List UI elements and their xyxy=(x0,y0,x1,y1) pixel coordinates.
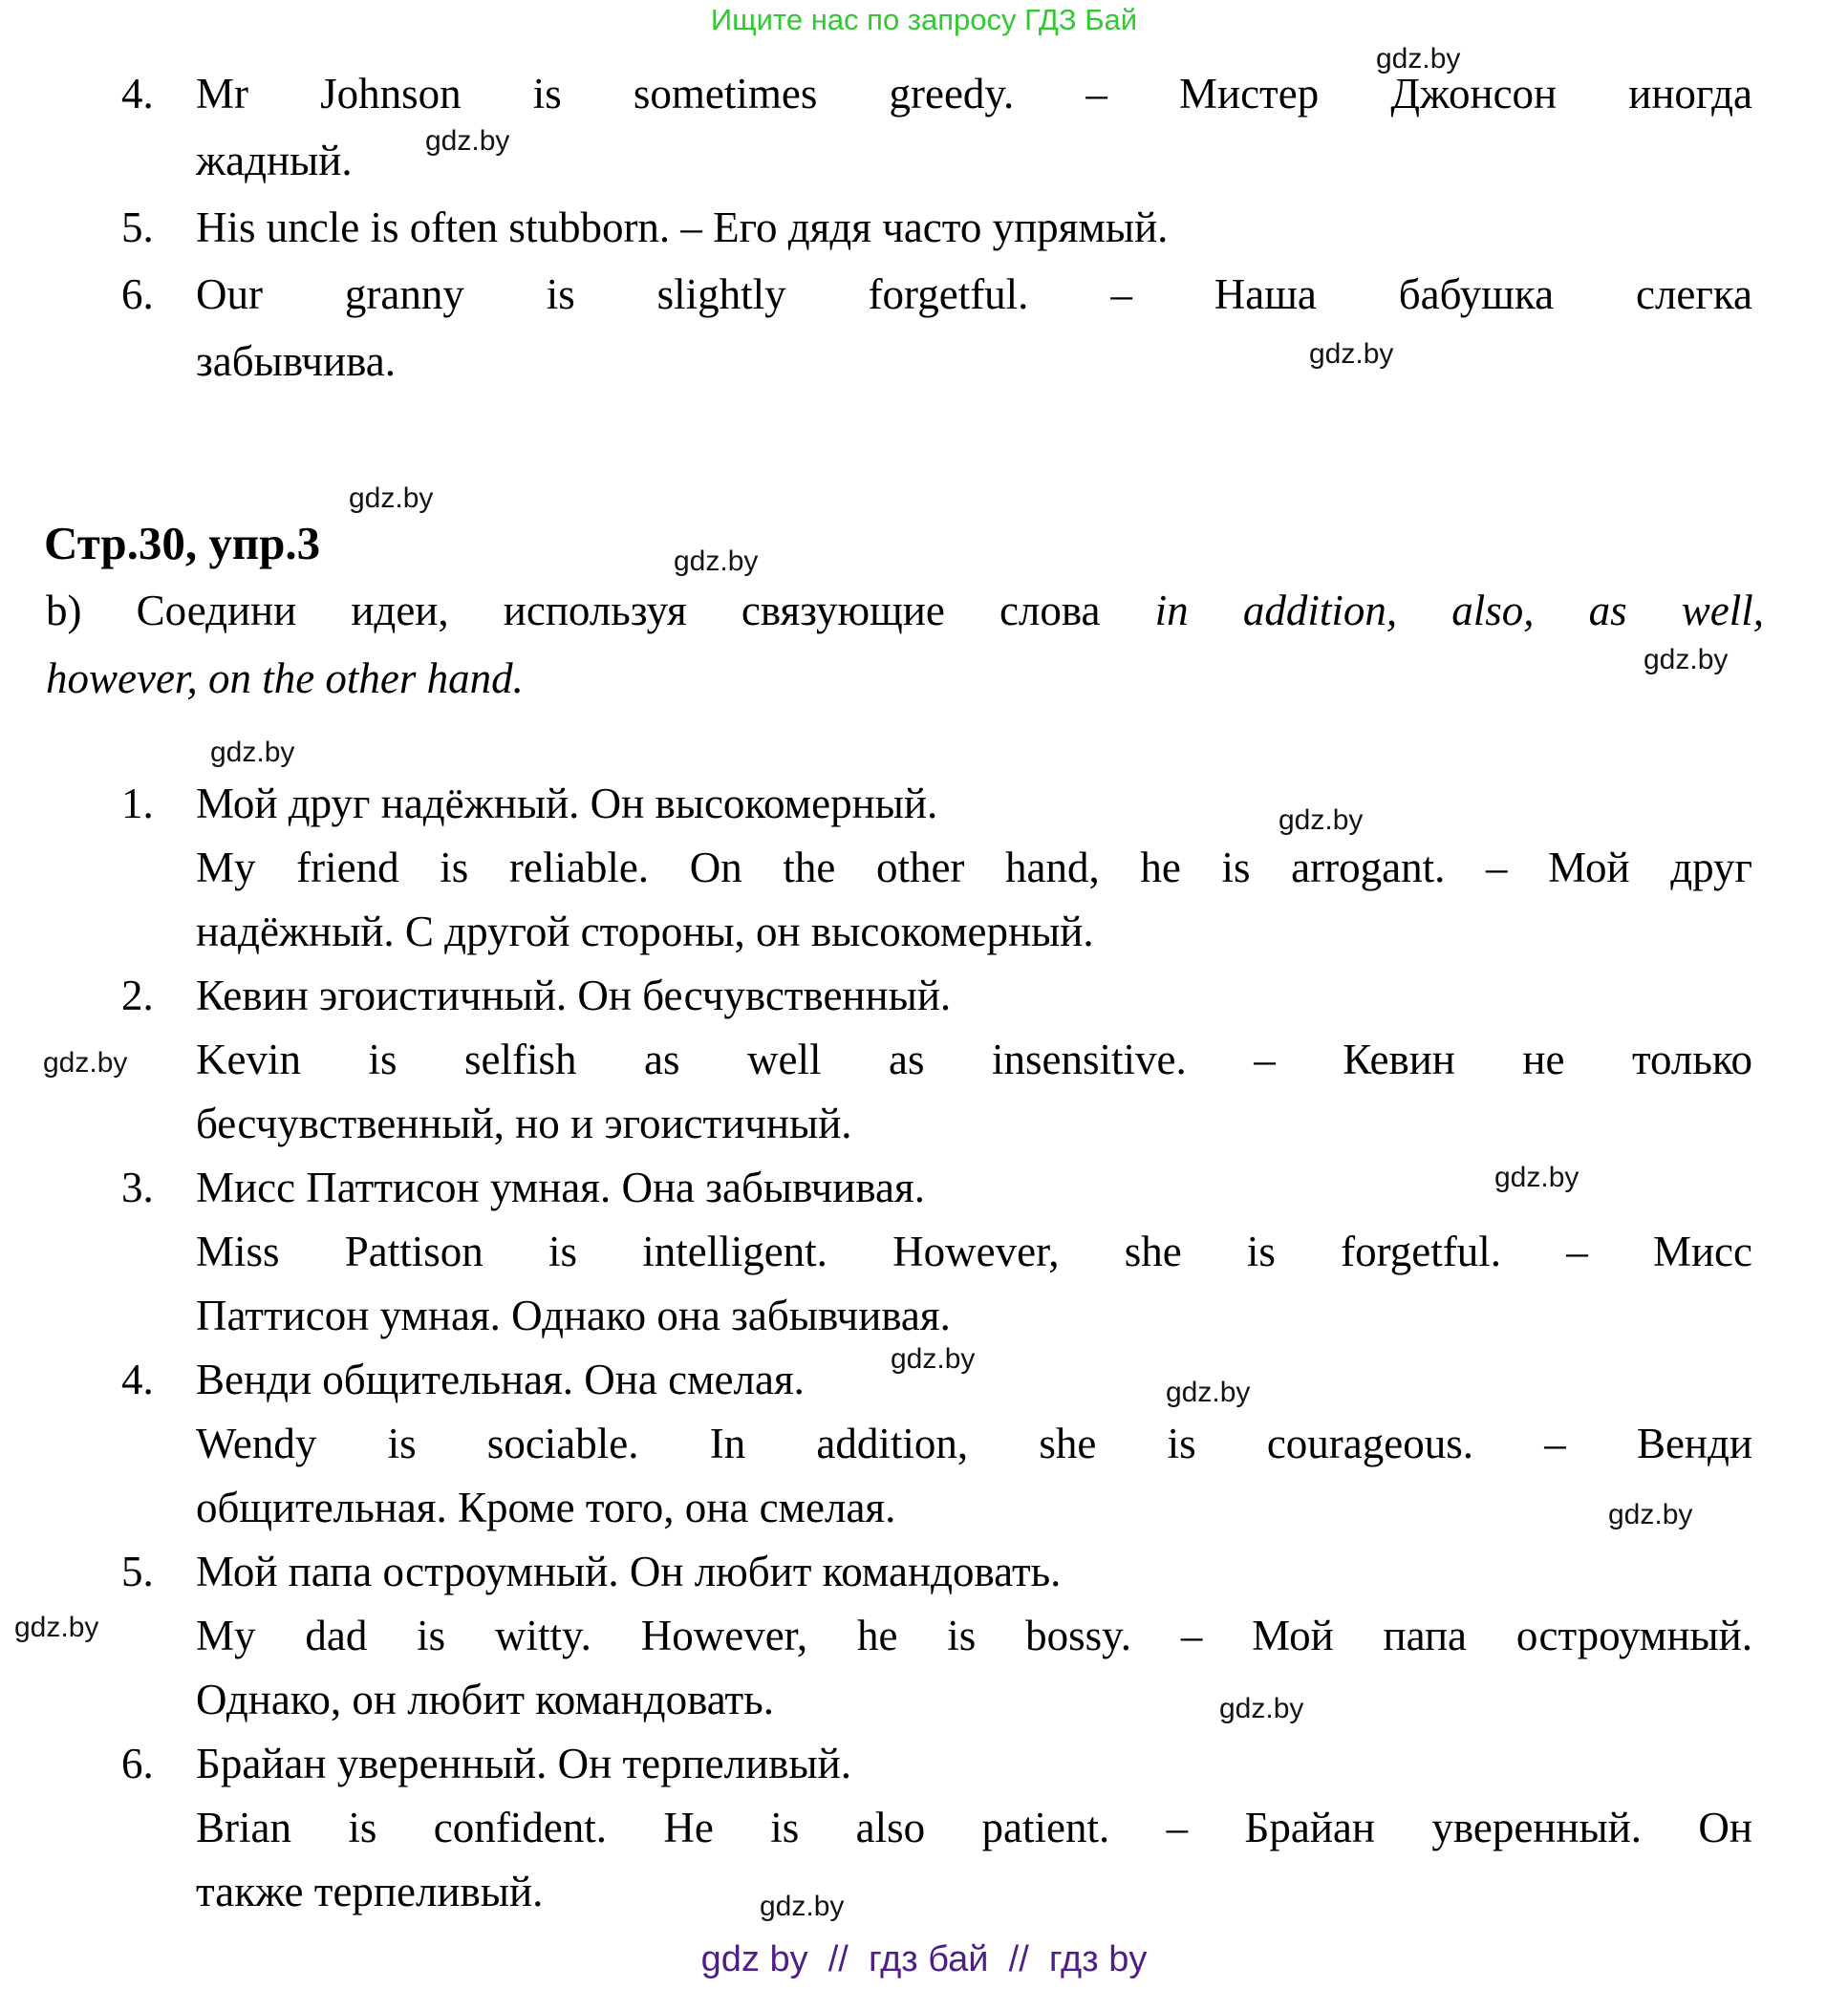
answer-line: Our granny is slightly forgetful. – Наша бабушка слегка xyxy=(196,270,1752,318)
item-number: 1. xyxy=(121,780,154,827)
gdz-watermark: gdz.by xyxy=(1219,1693,1304,1724)
gdz-watermark: gdz.by xyxy=(14,1612,99,1643)
task-line: however, on the other hand. xyxy=(46,654,524,702)
answer-line-en: My dad is witty. However, he is bossy. – Мой папа остроумный. xyxy=(196,1612,1752,1659)
answer-line-ru: Однако, он любит командовать. xyxy=(196,1676,774,1723)
answer-line: Mr Johnson is sometimes greedy. – Мистер Джонсон иногда xyxy=(196,70,1752,118)
item-number: 5. xyxy=(121,1548,154,1595)
gdz-watermark: gdz.by xyxy=(1644,644,1729,675)
promo-banner: Ищите нас по запросу ГДЗ Бай xyxy=(710,3,1138,36)
footer-links: gdz by // гдз бай // гдз by xyxy=(700,1939,1148,1979)
answer-line-ru: Кевин эгоистичный. Он бесчувственный. xyxy=(196,972,952,1019)
item-number: 6. xyxy=(121,270,154,318)
gdz-watermark: gdz.by xyxy=(425,125,510,157)
answer-line-ru: также терпеливый. xyxy=(196,1868,544,1915)
gdz-watermark: gdz.by xyxy=(1279,804,1364,836)
answer-line-en: Wendy is sociable. In addition, she is courageous. – Венди xyxy=(196,1420,1752,1467)
list-item xyxy=(121,194,1752,261)
answer-line-en: Brian is confident. He is also patient. – Брайан уверенный. Он xyxy=(196,1804,1752,1851)
answer-line-ru: общительная. Кроме того, она смелая. xyxy=(196,1484,896,1531)
gdz-watermark: gdz.by xyxy=(1309,338,1394,370)
gdz-watermark: gdz.by xyxy=(43,1047,128,1079)
item-number: 5. xyxy=(121,203,154,251)
gdz-watermark: gdz.by xyxy=(1166,1377,1251,1408)
answers-list-top xyxy=(121,60,1752,395)
answer-line-ru: Венди общительная. Она смелая. xyxy=(196,1356,805,1403)
answer-line-ru: Мой папа остроумный. Он любит командовать. xyxy=(196,1548,1062,1595)
answer-line-ru: Брайан уверенный. Он терпеливый. xyxy=(196,1740,851,1787)
answer-line-ru: Мой друг надёжный. Он высокомерный. xyxy=(196,780,938,827)
gdz-watermark: gdz.by xyxy=(891,1343,976,1375)
item-number: 4. xyxy=(121,1356,154,1403)
gdz-watermark: gdz.by xyxy=(1494,1162,1579,1193)
list-item xyxy=(121,1732,1752,1924)
list-item xyxy=(121,772,1752,964)
list-item xyxy=(121,964,1752,1156)
list-item xyxy=(121,60,1752,194)
task-description xyxy=(46,577,1764,713)
answers-list-main xyxy=(121,772,1752,1924)
item-number: 6. xyxy=(121,1740,154,1787)
answer-line-ru: Паттисон умная. Однако она забывчивая. xyxy=(196,1292,951,1339)
answer-line-ru: бесчувственный, но и эгоистичный. xyxy=(196,1100,852,1147)
list-item xyxy=(121,1156,1752,1348)
item-number: 4. xyxy=(121,70,154,118)
answer-line-en: My friend is reliable. On the other hand, he is arrogant. – Мой друг xyxy=(196,844,1752,891)
answer-line-ru: Мисс Паттисон умная. Она забывчивая. xyxy=(196,1164,925,1211)
gdz-watermark: gdz.by xyxy=(1376,43,1461,75)
answer-line: жадный. xyxy=(196,137,353,184)
gdz-watermark: gdz.by xyxy=(1608,1499,1693,1530)
list-item xyxy=(121,1348,1752,1540)
answer-line: His uncle is often stubborn. – Его дядя часто упрямый. xyxy=(196,203,1169,251)
list-item xyxy=(121,1540,1752,1732)
answer-line-en: Miss Pattison is intelligent. However, she is forgetful. – Мисс xyxy=(196,1228,1752,1275)
item-number: 2. xyxy=(121,972,154,1019)
answer-line-ru: надёжный. С другой стороны, он высокомерный. xyxy=(196,908,1094,955)
gdz-watermark: gdz.by xyxy=(760,1891,845,1922)
gdz-watermark: gdz.by xyxy=(349,482,434,514)
answer-line: забывчива. xyxy=(196,337,397,385)
task-linking-words: in addition, also, as well, xyxy=(1154,587,1765,634)
task-text: b) Соедини идеи, используя связующие слова xyxy=(46,587,1155,634)
exercise-title: Стр.30, упр.3 xyxy=(44,517,321,569)
answer-line-en: Kevin is selfish as well as insensitive. – Кевин не только xyxy=(196,1036,1752,1083)
gdz-watermark: gdz.by xyxy=(210,737,295,768)
task-line xyxy=(46,577,1764,645)
list-item xyxy=(121,261,1752,395)
gdz-watermark: gdz.by xyxy=(674,545,759,577)
item-number: 3. xyxy=(121,1164,154,1211)
